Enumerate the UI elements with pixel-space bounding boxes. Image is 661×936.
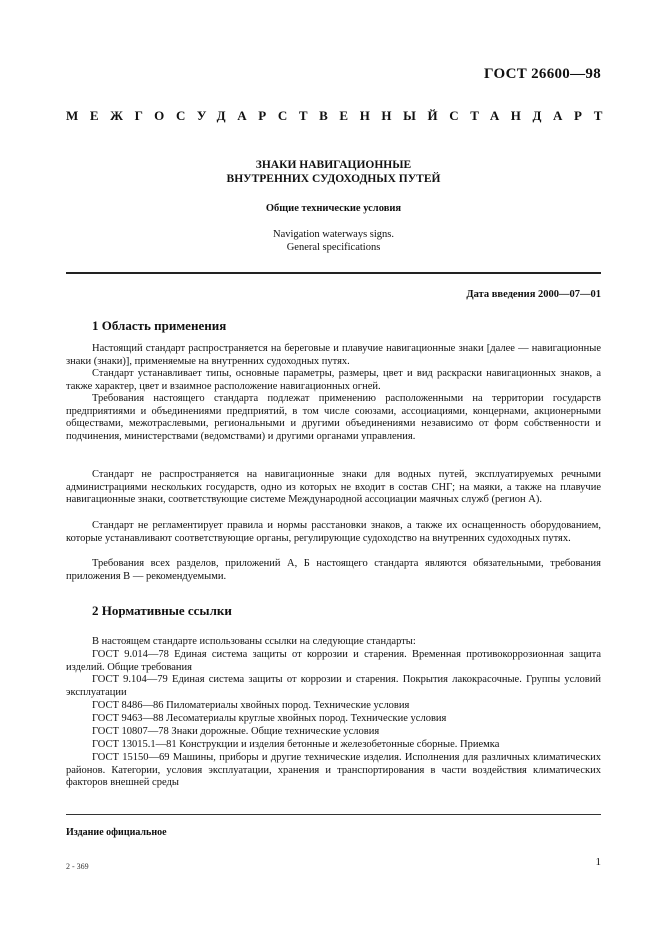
- reference-item: ГОСТ 13015.1—81 Конструкции и изделия бетонные и железобетонные сборные. Приемка: [92, 739, 500, 750]
- title-line-2: ВНУТРЕННИХ СУДОХОДНЫХ ПУТЕЙ: [226, 173, 441, 185]
- reference-item: ГОСТ 9.104—79 Единая система защиты от коррозии и старения. Покрытия лакокрасочные. Группы условий эксплуатации: [66, 674, 601, 698]
- edition-label: Издание официальное: [66, 827, 167, 838]
- section-1-paragraph: Стандарт устанавливает типы, основные параметры, размеры, цвет и вид раскраски навигационных знаков, а также характер, цвет и взаимное расположение навигационных огней.: [66, 368, 601, 392]
- standard-banner: [66, 108, 615, 124]
- section-1-heading: 1 Область применения: [92, 318, 227, 333]
- banner-word-standard: СТАНДАРТ: [449, 108, 615, 123]
- section-1-paragraph: Требования настоящего стандарта подлежат применению расположенными на территории государств предприятиями и объединениями предприятий, в том числе союзами, ассоциациями, концернами, акционерными обществами, межотраслевыми, региональными и другими объединениями независимо от форм собственности и подчинения, министерствами (ведомствами) и другими органами управления.: [66, 393, 601, 443]
- gost-number: ГОСТ 26600—98: [483, 66, 601, 82]
- section-1-paragraph: Требования всех разделов, приложений А, Б настоящего стандарта являются обязательными, требования приложения В — рекомендуемыми.: [66, 558, 601, 582]
- section-2-paragraph: В настоящем стандарте использованы ссылки на следующие стандарты:: [92, 636, 416, 647]
- section-2-heading: 2 Нормативные ссылки: [92, 603, 232, 618]
- section-1-paragraph: Стандарт не регламентирует правила и нормы расстановки знаков, а также их оснащенность оборудованием, которые устанавливают соответствующие органы, регулирующие судоходство на внутренних судоходных путях.: [66, 520, 601, 544]
- document-subtitle: Общие технические условия: [265, 203, 402, 214]
- english-title-line-2: General specifications: [286, 242, 381, 253]
- print-code: 2 - 369: [66, 862, 89, 871]
- section-1-paragraph: Настоящий стандарт распространяется на береговые и плавучие навигационные знаки [далее — навигационные знаки (знаки)], применяемые на внутренних судоходных путях.: [66, 343, 601, 367]
- reference-item: ГОСТ 10807—78 Знаки дорожные. Общие технические условия: [92, 726, 380, 737]
- section-1-paragraph: Стандарт не распространяется на навигационные знаки для водных путей, эксплуатируемых речными администрациями нескольких государств, одно из которых не входит в состав СНГ; на маяки, а также на плавучие навигационные знаки, соответствующие системе Международной ассоциации маячных служб (регион А).: [66, 469, 601, 506]
- reference-item: ГОСТ 8486—86 Пиломатериалы хвойных пород. Технические условия: [92, 700, 410, 711]
- title-line-1: ЗНАКИ НАВИГАЦИОННЫЕ: [255, 159, 412, 171]
- reference-item: ГОСТ 9463—88 Лесоматериалы круглые хвойных пород. Технические условия: [92, 713, 447, 724]
- reference-item: ГОСТ 15150—69 Машины, приборы и другие технические изделия. Исполнения для различных климатических районов. Категории, условия эксплуатации, хранения и транспортирования в части воздействия климатических факторов внешней среды: [66, 752, 601, 789]
- page-number: 1: [595, 856, 601, 868]
- header-divider: [66, 272, 601, 274]
- english-title: [66, 228, 601, 254]
- introduction-date: Дата введения 2000—07—01: [466, 289, 601, 300]
- document-title: [66, 158, 601, 186]
- reference-item: ГОСТ 9.014—78 Единая система защиты от коррозии и старения. Временная противокоррозионная защита изделий. Общие требования: [66, 649, 601, 673]
- english-title-line-1: Navigation waterways signs.: [272, 229, 395, 240]
- footer-divider: [66, 814, 601, 815]
- banner-word-interstate: МЕЖГОСУДАРСТВЕННЫЙ: [66, 108, 450, 123]
